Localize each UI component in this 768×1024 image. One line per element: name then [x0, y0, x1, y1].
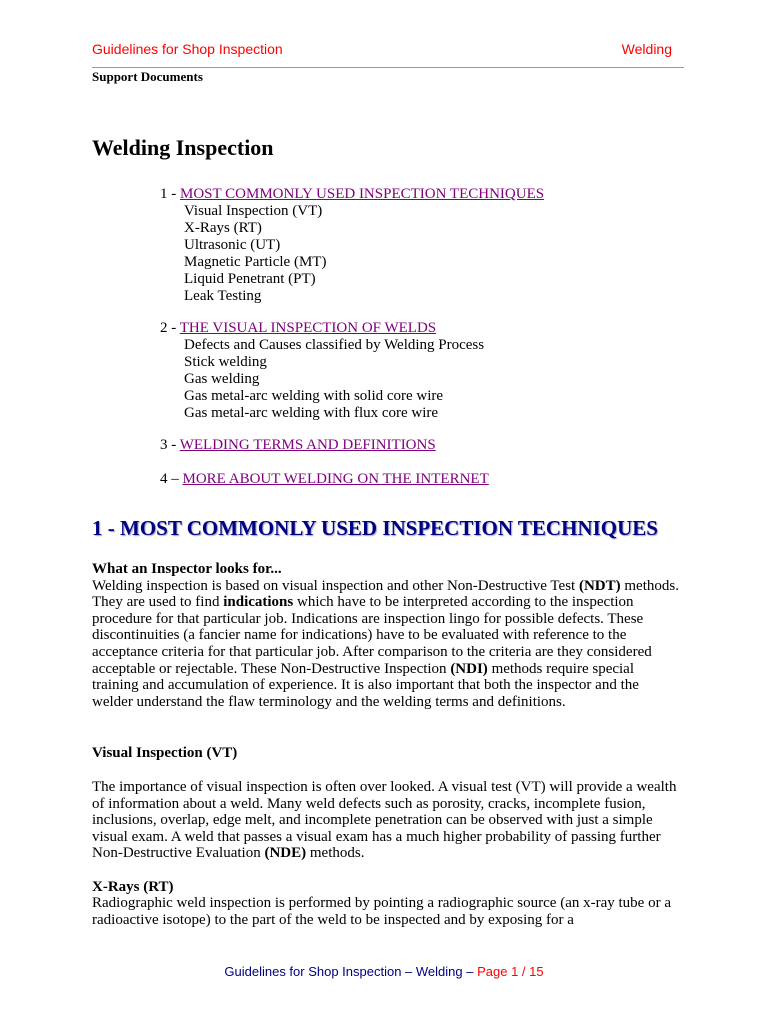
toc-subitem: Visual Inspection (VT)	[184, 203, 323, 219]
header-divider	[92, 67, 684, 68]
toc-link-visual-inspection-of-welds[interactable]: THE VISUAL INSPECTION OF WELDS	[179, 320, 437, 336]
toc-link-welding-terms[interactable]: WELDING TERMS AND DEFINITIONS	[179, 437, 436, 453]
footer-text: Guidelines for Shop Inspection – Welding –	[224, 964, 478, 979]
toc-subitem: Liquid Penetrant (PT)	[184, 271, 316, 287]
intro-paragraph	[92, 561, 682, 710]
toc-number: 3 -	[160, 437, 180, 453]
toc-link-inspection-techniques[interactable]: MOST COMMONLY USED INSPECTION TECHNIQUES	[180, 186, 545, 202]
header-document-title: Guidelines for Shop Inspection	[92, 41, 283, 57]
text-run: methods.	[306, 845, 365, 862]
toc-number: 2 -	[160, 320, 180, 336]
toc-subitem: X-Rays (RT)	[184, 220, 262, 236]
xrays-paragraph: Radiographic weld inspection is performed by pointing a radiographic source (an x-ray tube or a radioactive isotope) to the part of the weld to be inspected and by exposing for a	[92, 895, 671, 928]
text-bold: (NDE)	[264, 845, 307, 862]
header-topic: Welding	[621, 41, 672, 57]
toc-subitem: Gas welding	[184, 371, 260, 387]
text-run: methods. They are used to find	[92, 577, 679, 611]
page-number: Page 1 / 15	[477, 964, 544, 979]
text-run: methods require special training and accumulation of experience. It is also important that both the inspector and the welder understand the flaw terminology and the welding terms and definitions.	[92, 660, 639, 710]
support-documents-label: Support Documents	[92, 69, 203, 84]
toc-entry-2	[160, 320, 485, 422]
toc-number: 4 –	[160, 471, 183, 487]
toc-subitem: Magnetic Particle (MT)	[184, 254, 327, 270]
text-run: The importance of visual inspection is often over looked. A visual test (VT) will provide a wealth of information about a weld. Many weld defects such as porosity, cracks, incomplete fusion, inclusions, overlap, edge melt, and incomplete penetration can be observed with just a simple visual exam. A weld that passes a visual exam has a much higher probability of passing further Non-Destructive Evaluation	[92, 779, 677, 862]
page-footer	[0, 964, 768, 979]
toc-number: 1 -	[160, 186, 180, 202]
toc-subitem: Gas metal-arc welding with flux core wire	[184, 405, 439, 421]
subheading-inspector-looks-for: What an Inspector looks for...	[92, 561, 282, 577]
toc-entry-1	[160, 186, 544, 305]
toc-entry-4	[160, 471, 489, 488]
subheading-xrays: X-Rays (RT)	[92, 879, 174, 895]
page-title: Welding Inspection	[92, 135, 274, 160]
section-heading: 1 - MOST COMMONLY USED INSPECTION TECHNIQUES	[92, 516, 658, 540]
text-bold: (NDI)	[450, 660, 488, 677]
toc-entry-3	[160, 437, 436, 454]
toc-link-welding-on-internet[interactable]: MORE ABOUT WELDING ON THE INTERNET	[182, 471, 489, 487]
text-run: which have to be interpreted according to the inspection procedure for that particular job. Indications are inspection lingo for possible defects. These discontinuities (a fancier name for indications) have to be evaluated with reference to the acceptance criteria for that particular job. After comparison to the criteria are they considered acceptable or rejectable. These Non-Destructive Inspection	[92, 594, 652, 677]
page-header	[92, 41, 672, 61]
visual-inspection-paragraph	[92, 779, 682, 862]
text-run: Welding inspection is based on visual inspection and other Non-Destructive Test	[92, 577, 579, 594]
text-bold: (NDT)	[578, 577, 621, 594]
toc-subitem: Ultrasonic (UT)	[184, 237, 281, 253]
toc-subitem: Leak Testing	[184, 288, 262, 304]
toc-subitem: Defects and Causes classified by Welding Process	[184, 337, 485, 353]
toc-subitem: Stick welding	[184, 354, 267, 370]
text-bold: indications	[223, 594, 294, 611]
toc-subitem: Gas metal-arc welding with solid core wire	[184, 388, 444, 404]
subheading-visual-inspection: Visual Inspection (VT)	[92, 745, 238, 761]
